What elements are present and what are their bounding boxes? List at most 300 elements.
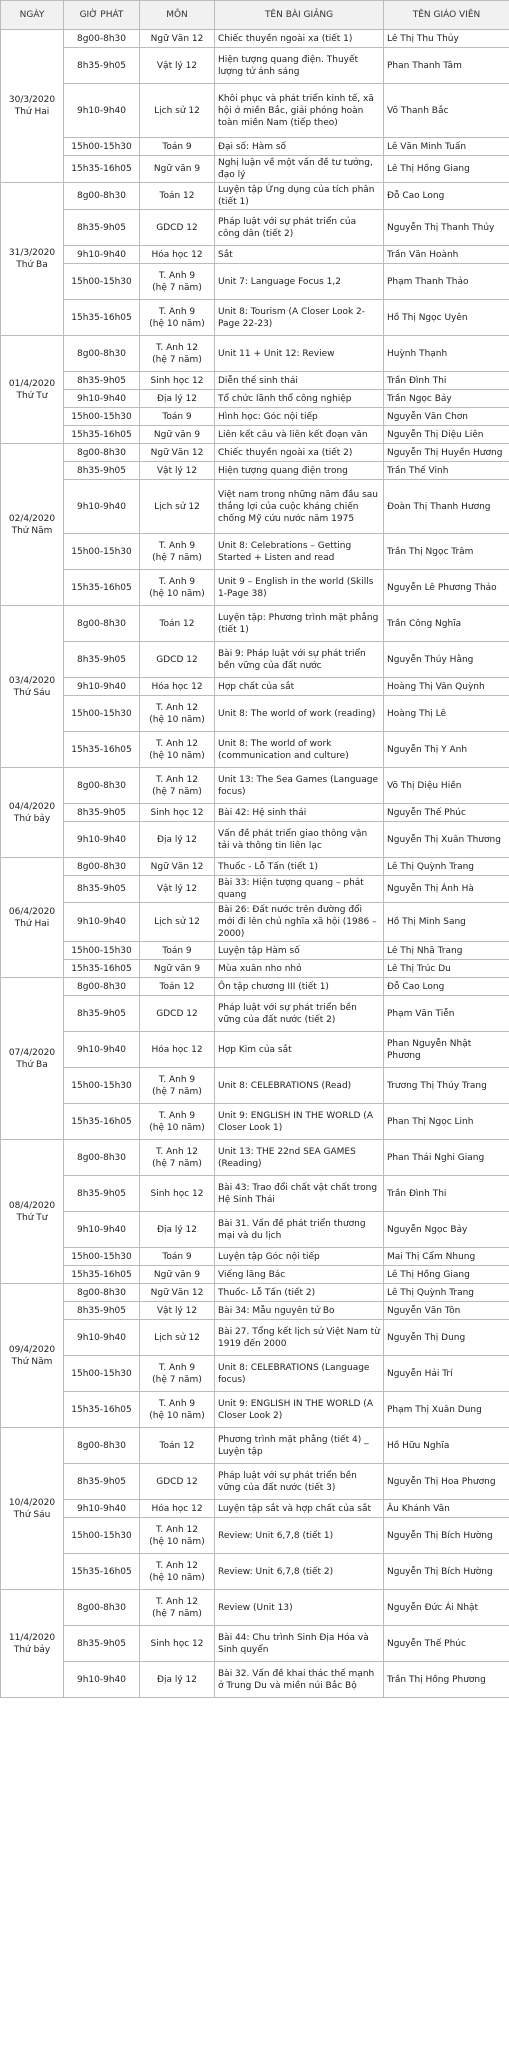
- teacher-cell: Âu Khánh Vân: [384, 1500, 509, 1518]
- table-row: [1, 768, 509, 804]
- subject-cell: Sinh học 12: [140, 372, 215, 390]
- subject-cell: T. Anh 12 (hệ 10 năm): [140, 696, 215, 732]
- teacher-cell: Phạm Thị Xuân Dung: [384, 1392, 509, 1428]
- subject-cell: GDCD 12: [140, 996, 215, 1032]
- time-cell: 8h35-9h05: [64, 1176, 140, 1212]
- time-cell: 8g00-8h30: [64, 1140, 140, 1176]
- teacher-cell: Phan Nguyễn Nhật Phương: [384, 1032, 509, 1068]
- time-cell: 15h00-15h30: [64, 408, 140, 426]
- day-cell: [1, 183, 64, 336]
- lesson-cell: Unit 8: The world of work (communication and culture): [215, 732, 384, 768]
- subject-cell: T. Anh 12 (hệ 10 năm): [140, 1518, 215, 1554]
- time-cell: 15h35-16h05: [64, 1104, 140, 1140]
- day-weekday: Thứ bảy: [13, 1644, 51, 1655]
- lesson-cell: Bài 33: Hiện tượng quang – phát quang: [215, 876, 384, 903]
- lesson-cell: Hình học: Góc nội tiếp: [215, 408, 384, 426]
- day-weekday: Thứ Sáu: [13, 687, 51, 698]
- table-row: [1, 732, 509, 768]
- day-date: 04/4/2020: [8, 801, 56, 812]
- teacher-cell: Phan Thị Ngọc Linh: [384, 1104, 509, 1140]
- subject-cell: Ngữ Văn 12: [140, 858, 215, 876]
- lesson-cell: Vấn đề phát triển giao thông vận tải và thông tin liên lạc: [215, 822, 384, 858]
- table-row: [1, 1032, 509, 1068]
- header-date: NGÀY: [1, 1, 64, 30]
- teacher-cell: Nguyễn Ngọc Bảy: [384, 1212, 509, 1248]
- time-cell: 15h35-16h05: [64, 426, 140, 444]
- lesson-cell: Unit 13: The Sea Games (Language focus): [215, 768, 384, 804]
- subject-cell: Sinh học 12: [140, 804, 215, 822]
- day-date: 09/4/2020: [8, 1344, 56, 1355]
- time-cell: 15h00-15h30: [64, 1248, 140, 1266]
- table-row: [1, 804, 509, 822]
- table-row: [1, 210, 509, 246]
- subject-cell: T. Anh 12 (hệ 10 năm): [140, 732, 215, 768]
- day-weekday: Thứ Năm: [11, 525, 53, 536]
- table-row: [1, 1302, 509, 1320]
- lesson-cell: Phương trình mặt phẳng (tiết 4) _ Luyện tập: [215, 1428, 384, 1464]
- lesson-cell: Review (Unit 13): [215, 1590, 384, 1626]
- header-time: GIỜ PHÁT: [64, 1, 140, 30]
- teacher-cell: Phan Thanh Tâm: [384, 48, 509, 84]
- teacher-cell: Lê Thị Hồng Giang: [384, 156, 509, 183]
- time-cell: 15h35-16h05: [64, 1392, 140, 1428]
- table-row: [1, 138, 509, 156]
- teacher-cell: Đoàn Thị Thanh Hương: [384, 480, 509, 534]
- day-weekday: Thứ Hai: [14, 918, 50, 929]
- day-cell: [1, 444, 64, 606]
- day-weekday: Thứ bảy: [13, 813, 51, 824]
- table-body: [1, 30, 509, 1698]
- table-row: [1, 1104, 509, 1140]
- subject-cell: GDCD 12: [140, 1464, 215, 1500]
- teacher-cell: Trần Thế Vinh: [384, 462, 509, 480]
- table-row: [1, 978, 509, 996]
- header-row: [1, 1, 509, 30]
- time-cell: 9h10-9h40: [64, 678, 140, 696]
- lesson-cell: Sắt: [215, 246, 384, 264]
- day-cell: [1, 768, 64, 858]
- day-weekday: Thứ Ba: [16, 260, 48, 270]
- teacher-cell: Đỗ Cao Long: [384, 978, 509, 996]
- teacher-cell: Nguyễn Thị Huyền Hương: [384, 444, 509, 462]
- time-cell: 8g00-8h30: [64, 606, 140, 642]
- table-row: [1, 1590, 509, 1626]
- time-cell: 8g00-8h30: [64, 858, 140, 876]
- subject-cell: T. Anh 12 (hệ 7 năm): [140, 1140, 215, 1176]
- teacher-cell: Lê Thị Quỳnh Trang: [384, 858, 509, 876]
- time-cell: 15h00-15h30: [64, 942, 140, 960]
- lesson-cell: Pháp luật với sự phát triển của công dân (tiết 2): [215, 210, 384, 246]
- subject-cell: Toán 9: [140, 138, 215, 156]
- day-cell: [1, 336, 64, 444]
- time-cell: 9h10-9h40: [64, 1032, 140, 1068]
- lesson-cell: Luyện tập: Phương trình mặt phẳng (tiết 1): [215, 606, 384, 642]
- time-cell: 9h10-9h40: [64, 246, 140, 264]
- subject-cell: Toán 9: [140, 1248, 215, 1266]
- time-cell: 9h10-9h40: [64, 1212, 140, 1248]
- time-cell: 15h00-15h30: [64, 534, 140, 570]
- header-teacher: TÊN GIÁO VIÊN: [384, 1, 509, 30]
- subject-cell: GDCD 12: [140, 210, 215, 246]
- table-row: [1, 390, 509, 408]
- lesson-cell: Unit 8: Tourism (A Closer Look 2-Page 22-23): [215, 300, 384, 336]
- subject-cell: T. Anh 9 (hệ 7 năm): [140, 1068, 215, 1104]
- subject-cell: Lịch sử 12: [140, 480, 215, 534]
- table-row: [1, 642, 509, 678]
- table-row: [1, 606, 509, 642]
- time-cell: 9h10-9h40: [64, 84, 140, 138]
- table-row: [1, 156, 509, 183]
- subject-cell: Ngữ văn 9: [140, 960, 215, 978]
- table-row: [1, 1176, 509, 1212]
- subject-cell: Vật lý 12: [140, 876, 215, 903]
- subject-cell: Ngữ Văn 12: [140, 444, 215, 462]
- subject-cell: Địa lý 12: [140, 1662, 215, 1698]
- table-row: [1, 300, 509, 336]
- table-row: [1, 1284, 509, 1302]
- day-cell: [1, 858, 64, 978]
- table-row: [1, 1500, 509, 1518]
- lesson-cell: Bài 26: Đất nước trên đường đổi mới đi lên chủ nghĩa xã hội (1986 – 2000): [215, 903, 384, 942]
- time-cell: 15h35-16h05: [64, 570, 140, 606]
- lesson-cell: Thuốc - Lỗ Tấn (tiết 1): [215, 858, 384, 876]
- time-cell: 8g00-8h30: [64, 1428, 140, 1464]
- teacher-cell: Nguyễn Văn Tôn: [384, 1302, 509, 1320]
- teacher-cell: Nguyễn Thế Phúc: [384, 1626, 509, 1662]
- table-row: [1, 48, 509, 84]
- table-row: [1, 534, 509, 570]
- day-date: 11/4/2020: [8, 1632, 56, 1643]
- subject-cell: Ngữ văn 9: [140, 1266, 215, 1284]
- time-cell: 8h35-9h05: [64, 1302, 140, 1320]
- lesson-cell: Nghị luận về một vấn đề tư tưởng, đạo lý: [215, 156, 384, 183]
- table-row: [1, 183, 509, 210]
- lesson-cell: Mùa xuân nho nhỏ: [215, 960, 384, 978]
- table-row: [1, 1212, 509, 1248]
- subject-cell: Sinh học 12: [140, 1176, 215, 1212]
- subject-cell: T. Anh 9 (hệ 10 năm): [140, 1104, 215, 1140]
- table-row: [1, 1248, 509, 1266]
- time-cell: 15h00-15h30: [64, 1356, 140, 1392]
- day-cell: [1, 1590, 64, 1698]
- teacher-cell: Nguyễn Thị Bích Hường: [384, 1518, 509, 1554]
- subject-cell: Ngữ Văn 12: [140, 1284, 215, 1302]
- lesson-cell: Unit 8: The world of work (reading): [215, 696, 384, 732]
- day-date: 03/4/2020: [8, 675, 56, 686]
- time-cell: 8g00-8h30: [64, 768, 140, 804]
- teacher-cell: Trần Công Nghĩa: [384, 606, 509, 642]
- lesson-cell: Ôn tập chương III (tiết 1): [215, 978, 384, 996]
- teacher-cell: Lê Thị Nhã Trang: [384, 942, 509, 960]
- teacher-cell: Trương Thị Thúy Trang: [384, 1068, 509, 1104]
- lesson-cell: Bài 34: Mẫu nguyên tử Bo: [215, 1302, 384, 1320]
- lesson-cell: Luyện tập sắt và hợp chất của sắt: [215, 1500, 384, 1518]
- day-weekday: Thứ Sáu: [13, 1509, 51, 1520]
- teacher-cell: Võ Thanh Bắc: [384, 84, 509, 138]
- day-cell: [1, 1428, 64, 1590]
- subject-cell: Toán 12: [140, 183, 215, 210]
- time-cell: 15h35-16h05: [64, 300, 140, 336]
- day-cell: [1, 30, 64, 183]
- table-row: [1, 408, 509, 426]
- lesson-cell: Thuốc- Lỗ Tấn (tiết 2): [215, 1284, 384, 1302]
- subject-cell: T. Anh 12 (hệ 10 năm): [140, 1554, 215, 1590]
- day-cell: [1, 1140, 64, 1284]
- lesson-cell: Viếng lăng Bác: [215, 1266, 384, 1284]
- subject-cell: Địa lý 12: [140, 390, 215, 408]
- time-cell: 8h35-9h05: [64, 996, 140, 1032]
- day-weekday: Thứ Tư: [16, 1212, 48, 1223]
- time-cell: 15h35-16h05: [64, 1266, 140, 1284]
- day-date: 31/3/2020: [8, 248, 56, 258]
- lesson-cell: Unit 9: ENGLISH IN THE WORLD (A Closer Look 1): [215, 1104, 384, 1140]
- table-row: [1, 1626, 509, 1662]
- lesson-cell: Chiếc thuyền ngoài xa (tiết 1): [215, 30, 384, 48]
- teacher-cell: Phan Thái Nghi Giang: [384, 1140, 509, 1176]
- time-cell: 8h35-9h05: [64, 1626, 140, 1662]
- lesson-cell: Diễn thế sinh thái: [215, 372, 384, 390]
- table-row: [1, 1068, 509, 1104]
- teacher-cell: Nguyễn Thúy Hằng: [384, 642, 509, 678]
- table-row: [1, 876, 509, 903]
- time-cell: 15h35-16h05: [64, 1554, 140, 1590]
- lesson-cell: Unit 9 – English in the world (Skills 1-Page 38): [215, 570, 384, 606]
- lesson-cell: Bài 43: Trao đổi chất vật chất trong Hệ Sinh Thái: [215, 1176, 384, 1212]
- subject-cell: Toán 9: [140, 942, 215, 960]
- lesson-cell: Bài 9: Pháp luật với sự phát triển bền vững của đất nước: [215, 642, 384, 678]
- teacher-cell: Phạm Thanh Thảo: [384, 264, 509, 300]
- time-cell: 9h10-9h40: [64, 1320, 140, 1356]
- time-cell: 9h10-9h40: [64, 480, 140, 534]
- lesson-cell: Unit 13: THE 22nd SEA GAMES (Reading): [215, 1140, 384, 1176]
- table-row: [1, 996, 509, 1032]
- lesson-cell: Hợp Kim của sắt: [215, 1032, 384, 1068]
- time-cell: 8g00-8h30: [64, 1284, 140, 1302]
- subject-cell: Hóa học 12: [140, 1032, 215, 1068]
- table-row: [1, 570, 509, 606]
- day-weekday: Thứ Tư: [16, 390, 48, 401]
- lesson-cell: Chiếc thuyền ngoài xa (tiết 2): [215, 444, 384, 462]
- time-cell: 8g00-8h30: [64, 183, 140, 210]
- table-row: [1, 696, 509, 732]
- time-cell: 9h10-9h40: [64, 390, 140, 408]
- subject-cell: Toán 9: [140, 408, 215, 426]
- time-cell: 15h00-15h30: [64, 1068, 140, 1104]
- teacher-cell: Hồ Thị Minh Sang: [384, 903, 509, 942]
- day-weekday: Thứ Năm: [11, 1356, 53, 1367]
- subject-cell: T. Anh 12 (hệ 7 năm): [140, 336, 215, 372]
- teacher-cell: Nguyễn Thị Hoa Phương: [384, 1464, 509, 1500]
- time-cell: 9h10-9h40: [64, 822, 140, 858]
- subject-cell: Hóa học 12: [140, 1500, 215, 1518]
- time-cell: 8h35-9h05: [64, 372, 140, 390]
- subject-cell: T. Anh 9 (hệ 10 năm): [140, 570, 215, 606]
- time-cell: 8h35-9h05: [64, 1464, 140, 1500]
- table-row: [1, 1356, 509, 1392]
- subject-cell: Toán 12: [140, 1428, 215, 1464]
- subject-cell: T. Anh 9 (hệ 7 năm): [140, 264, 215, 300]
- teacher-cell: Võ Thị Diệu Hiền: [384, 768, 509, 804]
- time-cell: 8g00-8h30: [64, 1590, 140, 1626]
- lesson-cell: Unit 8: CELEBRATIONS (Read): [215, 1068, 384, 1104]
- table-row: [1, 444, 509, 462]
- time-cell: 8h35-9h05: [64, 804, 140, 822]
- time-cell: 8g00-8h30: [64, 444, 140, 462]
- subject-cell: Hóa học 12: [140, 246, 215, 264]
- subject-cell: Vật lý 12: [140, 48, 215, 84]
- teacher-cell: Nguyễn Thị Ánh Hà: [384, 876, 509, 903]
- table-row: [1, 1140, 509, 1176]
- teacher-cell: Trần Văn Hoành: [384, 246, 509, 264]
- lesson-cell: Bài 44: Chu trình Sinh Địa Hóa và Sinh quyển: [215, 1626, 384, 1662]
- header-subject: MÔN: [140, 1, 215, 30]
- day-weekday: Thứ Ba: [16, 1059, 48, 1070]
- subject-cell: Hóa học 12: [140, 678, 215, 696]
- teacher-cell: Huỳnh Thạnh: [384, 336, 509, 372]
- teacher-cell: Hoàng Thị Vân Quỳnh: [384, 678, 509, 696]
- time-cell: 15h35-16h05: [64, 960, 140, 978]
- lesson-cell: Unit 9: ENGLISH IN THE WORLD (A Closer Look 2): [215, 1392, 384, 1428]
- teacher-cell: Trần Đình Thi: [384, 372, 509, 390]
- lesson-cell: Bài 32. Vấn đề khai thác thế mạnh ở Trung Du và miền núi Bắc Bộ: [215, 1662, 384, 1698]
- teacher-cell: Nguyễn Thị Xuân Thương: [384, 822, 509, 858]
- day-date: 10/4/2020: [8, 1497, 56, 1508]
- lesson-cell: Review: Unit 6,7,8 (tiết 1): [215, 1518, 384, 1554]
- subject-cell: Toán 12: [140, 606, 215, 642]
- teacher-cell: Hoàng Thị Lê: [384, 696, 509, 732]
- time-cell: 15h00-15h30: [64, 264, 140, 300]
- lesson-cell: Tổ chức lãnh thổ công nghiệp: [215, 390, 384, 408]
- teacher-cell: Trần Thị Ngọc Trâm: [384, 534, 509, 570]
- subject-cell: T. Anh 9 (hệ 7 năm): [140, 1356, 215, 1392]
- subject-cell: Ngữ Văn 12: [140, 30, 215, 48]
- time-cell: 15h00-15h30: [64, 138, 140, 156]
- table-row: [1, 336, 509, 372]
- table-row: [1, 1554, 509, 1590]
- lesson-cell: Hợp chất của sắt: [215, 678, 384, 696]
- day-date: 06/4/2020: [8, 906, 56, 917]
- teacher-cell: Đỗ Cao Long: [384, 183, 509, 210]
- time-cell: 9h10-9h40: [64, 1500, 140, 1518]
- subject-cell: T. Anh 12 (hệ 7 năm): [140, 1590, 215, 1626]
- subject-cell: Vật lý 12: [140, 462, 215, 480]
- lesson-cell: Unit 8: CELEBRATIONS (Language focus): [215, 1356, 384, 1392]
- teacher-cell: Nguyễn Thị Y Anh: [384, 732, 509, 768]
- subject-cell: Ngữ văn 9: [140, 426, 215, 444]
- subject-cell: Lịch sử 12: [140, 84, 215, 138]
- teacher-cell: Nguyễn Thị Thanh Thủy: [384, 210, 509, 246]
- day-cell: [1, 1284, 64, 1428]
- lesson-cell: Luyện tập Góc nội tiếp: [215, 1248, 384, 1266]
- table-row: [1, 1266, 509, 1284]
- day-cell: [1, 606, 64, 768]
- table-row: [1, 903, 509, 942]
- lesson-cell: Bài 31. Vấn đề phát triển thương mại và du lịch: [215, 1212, 384, 1248]
- subject-cell: GDCD 12: [140, 642, 215, 678]
- day-weekday: Thứ Hai: [14, 107, 50, 117]
- subject-cell: Vật lý 12: [140, 1302, 215, 1320]
- teacher-cell: Trần Thị Hồng Phương: [384, 1662, 509, 1698]
- table-row: [1, 462, 509, 480]
- teacher-cell: Lê Thị Quỳnh Trang: [384, 1284, 509, 1302]
- table-row: [1, 246, 509, 264]
- subject-cell: Toán 12: [140, 978, 215, 996]
- table-row: [1, 858, 509, 876]
- lesson-cell: Unit 8: Celebrations – Getting Started + Listen and read: [215, 534, 384, 570]
- table-row: [1, 264, 509, 300]
- table-row: [1, 30, 509, 48]
- table-row: [1, 1518, 509, 1554]
- teacher-cell: Nguyễn Thế Phúc: [384, 804, 509, 822]
- subject-cell: Địa lý 12: [140, 822, 215, 858]
- teacher-cell: Nguyễn Lê Phương Thảo: [384, 570, 509, 606]
- time-cell: 15h35-16h05: [64, 732, 140, 768]
- table-row: [1, 822, 509, 858]
- table-row: [1, 960, 509, 978]
- teacher-cell: Lê Văn Minh Tuấn: [384, 138, 509, 156]
- lesson-cell: Pháp luật với sự phát triển bền vững của đất nước (tiết 2): [215, 996, 384, 1032]
- header-lesson: TÊN BÀI GIẢNG: [215, 1, 384, 30]
- teacher-cell: Nguyễn Thị Dung: [384, 1320, 509, 1356]
- lesson-cell: Hiện tượng quang điện. Thuyết lượng tử ánh sáng: [215, 48, 384, 84]
- lesson-cell: Việt nam trong những năm đầu sau thắng lợi của cuộc kháng chiến chống Mỹ cứu nước năm 1975: [215, 480, 384, 534]
- time-cell: 8g00-8h30: [64, 30, 140, 48]
- time-cell: 9h10-9h40: [64, 903, 140, 942]
- lesson-cell: Luyện tập Ứng dụng của tích phân (tiết 1): [215, 183, 384, 210]
- teacher-cell: Mai Thị Cẩm Nhung: [384, 1248, 509, 1266]
- lesson-cell: Liên kết câu và liên kết đoạn văn: [215, 426, 384, 444]
- table-row: [1, 372, 509, 390]
- teacher-cell: Nguyễn Văn Chơn: [384, 408, 509, 426]
- lesson-cell: Khôi phục và phát triển kinh tế, xã hội ở miền Bắc, giải phóng hoàn toàn miền Nam (tiếp theo): [215, 84, 384, 138]
- lesson-cell: Bài 27. Tổng kết lịch sử Việt Nam từ 1919 đến 2000: [215, 1320, 384, 1356]
- lesson-cell: Review: Unit 6,7,8 (tiết 2): [215, 1554, 384, 1590]
- teacher-cell: Nguyễn Hải Trí: [384, 1356, 509, 1392]
- subject-cell: Lịch sử 12: [140, 903, 215, 942]
- subject-cell: Ngữ văn 9: [140, 156, 215, 183]
- table-row: [1, 84, 509, 138]
- time-cell: 8g00-8h30: [64, 978, 140, 996]
- teacher-cell: Phạm Văn Tiễn: [384, 996, 509, 1032]
- lesson-cell: Luyện tập Hàm số: [215, 942, 384, 960]
- time-cell: 9h10-9h40: [64, 1662, 140, 1698]
- day-cell: [1, 978, 64, 1140]
- lesson-cell: Bài 42: Hệ sinh thái: [215, 804, 384, 822]
- subject-cell: T. Anh 9 (hệ 10 năm): [140, 1392, 215, 1428]
- table-row: [1, 1320, 509, 1356]
- lesson-cell: Pháp luật với sự phát triển bền vững của đất nước (tiết 3): [215, 1464, 384, 1500]
- time-cell: 8g00-8h30: [64, 336, 140, 372]
- lesson-cell: Unit 11 + Unit 12: Review: [215, 336, 384, 372]
- time-cell: 15h00-15h30: [64, 1518, 140, 1554]
- teacher-cell: Lê Thị Hồng Giang: [384, 1266, 509, 1284]
- table-row: [1, 942, 509, 960]
- table-row: [1, 1662, 509, 1698]
- teacher-cell: Hồ Hữu Nghĩa: [384, 1428, 509, 1464]
- subject-cell: T. Anh 9 (hệ 7 năm): [140, 534, 215, 570]
- lesson-cell: Hiện tượng quang điện trong: [215, 462, 384, 480]
- teacher-cell: Nguyễn Thị Bích Hường: [384, 1554, 509, 1590]
- time-cell: 8h35-9h05: [64, 876, 140, 903]
- day-date: 30/3/2020: [8, 95, 56, 105]
- table-row: [1, 426, 509, 444]
- table-row: [1, 1392, 509, 1428]
- day-date: 01/4/2020: [8, 378, 56, 389]
- time-cell: 15h35-16h05: [64, 156, 140, 183]
- teacher-cell: Hồ Thị Ngọc Uyên: [384, 300, 509, 336]
- table-row: [1, 1428, 509, 1464]
- teacher-cell: Lê Thị Thu Thủy: [384, 30, 509, 48]
